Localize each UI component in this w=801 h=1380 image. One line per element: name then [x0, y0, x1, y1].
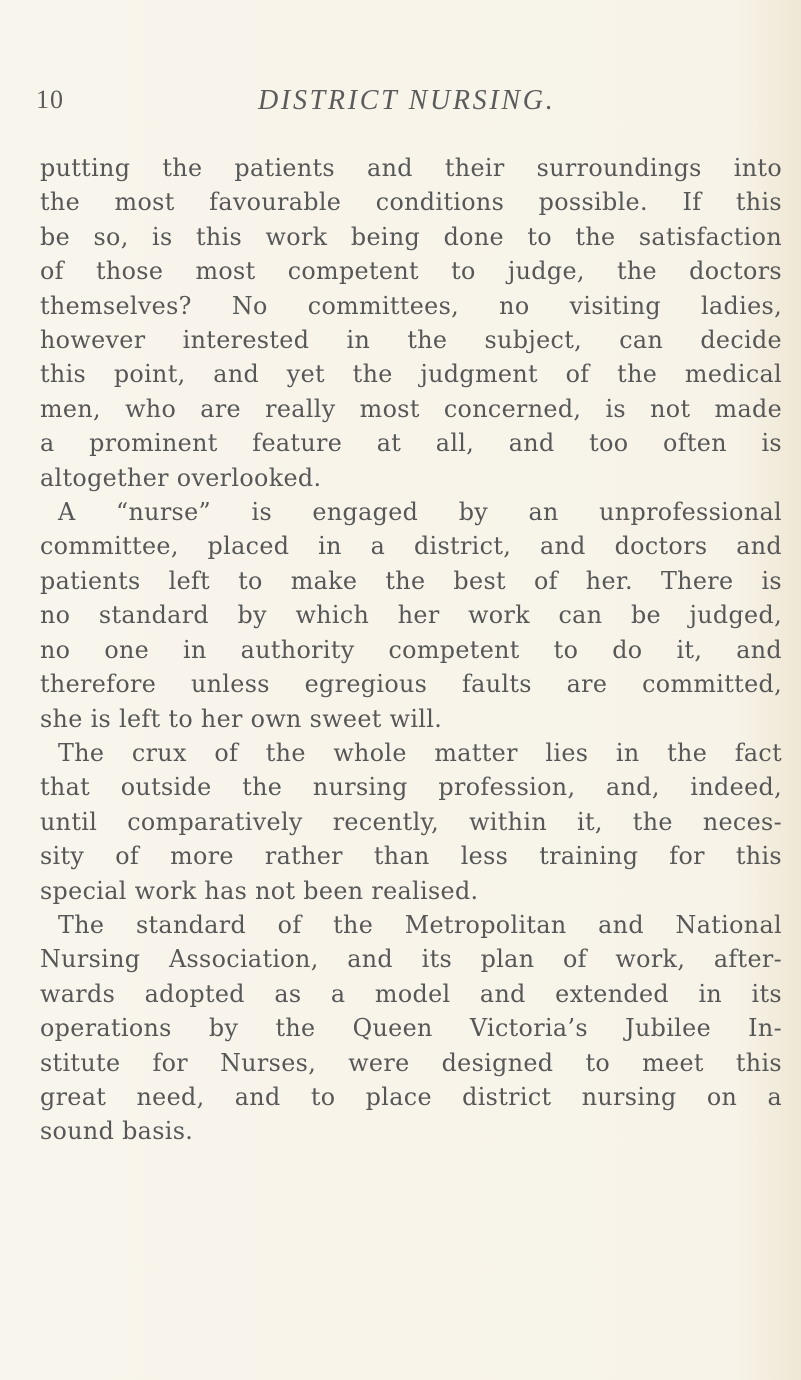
text-line: wards adopted as a model and extended in its	[40, 979, 782, 1008]
text-line: operations by the Queen Victoria’s Jubilee In-	[40, 1014, 782, 1043]
page-number: 10	[36, 85, 64, 114]
body-text	[40, 151, 782, 1149]
text-line: of those most competent to judge, the doctors	[40, 257, 782, 286]
text-line: that outside the nursing profession, and, indeed,	[40, 773, 782, 802]
text-line: men, who are really most concerned, is not made	[40, 394, 782, 423]
text-line: the most favourable conditions possible. If this	[40, 188, 782, 217]
text-line: a prominent feature at all, and too often is	[40, 429, 782, 458]
text-line: themselves? No committees, no visiting ladies,	[40, 291, 782, 320]
text-line: this point, and yet the judgment of the medical	[40, 360, 782, 389]
text-line: no one in authority competent to do it, and	[40, 635, 782, 664]
text-line: Nursing Association, and its plan of work, after-	[40, 945, 782, 974]
text-line: patients left to make the best of her. There is	[40, 566, 782, 595]
text-line: The crux of the whole matter lies in the fact	[58, 738, 782, 767]
text-line: therefore unless egregious faults are committed,	[40, 670, 782, 699]
text-line: be so, is this work being done to the satisfaction	[40, 222, 782, 251]
text-line: great need, and to place district nursing on a	[40, 1082, 782, 1111]
text-line: sound basis.	[40, 1117, 194, 1146]
text-line: A “nurse” is engaged by an unprofessional	[58, 498, 782, 527]
text-line: stitute for Nurses, were designed to meet this	[40, 1048, 782, 1077]
text-line: sity of more rather than less training for this	[40, 842, 782, 871]
text-line: special work has not been realised.	[40, 876, 479, 905]
text-line: putting the patients and their surroundings into	[40, 154, 782, 182]
text-line: until comparatively recently, within it, the neces-	[40, 807, 782, 836]
running-head	[0, 85, 801, 125]
text-line: altogether overlooked.	[40, 463, 322, 492]
text-line: committee, placed in a district, and doctors and	[40, 532, 782, 561]
text-line: The standard of the Metropolitan and National	[58, 910, 782, 939]
text-line: she is left to her own sweet will.	[40, 704, 443, 733]
text-line: however interested in the subject, can decide	[40, 326, 782, 355]
running-title: DISTRICT NURSING.	[258, 85, 556, 116]
text-line: no standard by which her work can be judged,	[40, 601, 782, 630]
